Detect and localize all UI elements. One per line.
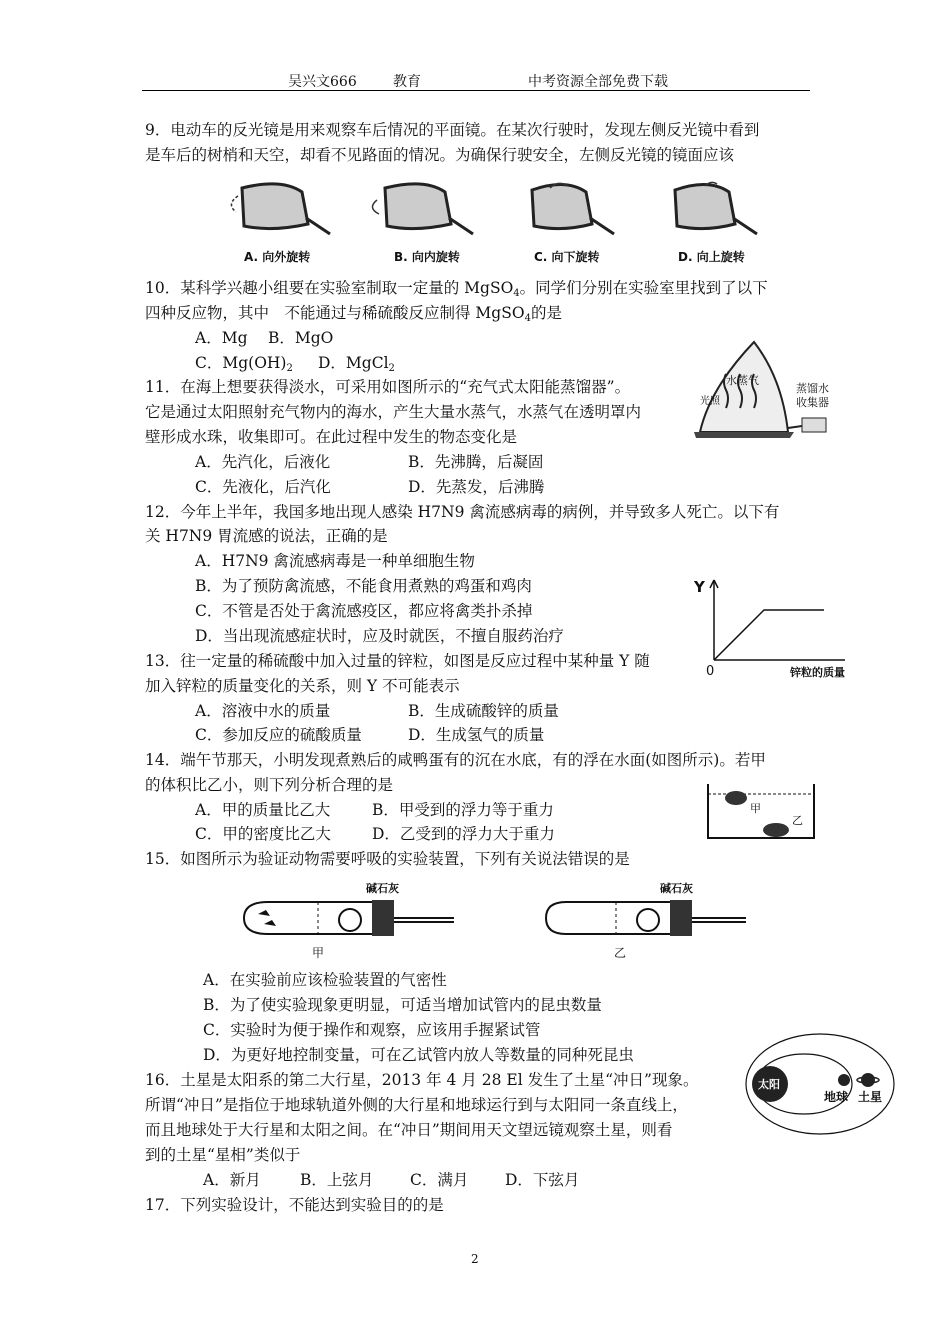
tube-figure-jia [232,890,462,946]
q13-option-d: D．生成氢气的质量 [408,726,545,744]
q13-option-a: A．溶液中水的质量 [195,702,331,720]
orbit-label-earth: 地球 [824,1090,849,1104]
header-rule [142,90,810,91]
q13-option-b: B．生成硫酸锌的质量 [408,702,559,720]
beaker-figure [706,780,818,842]
distiller-label-sun: 光照 [700,396,720,407]
q14-option-d: D．乙受到的浮力大于重力 [372,825,555,843]
q15-option-a: A．在实验前应该检验装置的气密性 [203,971,447,989]
q12-option-c: C．不管是否处于禽流感疫区，都应将禽类扑杀掉 [195,602,533,620]
q13-option-c: C．参加反应的硫酸质量 [195,726,362,744]
mirror-figure-b [365,178,475,240]
q9-option-a: A. 向外旋转 [244,250,311,264]
q11-option-a: A．先汽化，后液化 [195,453,331,471]
q10-option-d-sub: 2 [388,363,395,374]
tube-label-soda-1: 碱石灰 [366,882,399,895]
q9-line-2: 是车后的树梢和天空，却看不见路面的情况。为确保行驶安全，左侧反光镜的镜面应该 [145,146,735,164]
graph-origin: 0 [706,664,715,679]
q16-option-a: A．新月 [203,1171,261,1189]
graph-y-label: Y [694,578,705,596]
q17-line: 17．下列实验设计，不能达到实验目的的是 [145,1196,444,1214]
orbit-label-sun: 太阳 [758,1078,780,1091]
q16-line-2: 所谓“冲日”是指位于地球轨道外侧的大行星和地球运行到与太阳同一条直线上， [145,1096,688,1114]
mirror-figure-a [222,178,332,240]
q9-line-1: 9．电动车的反光镜是用来观察车后情况的平面镜。在某次行驶时，发现左侧反光镜中看到 [145,121,760,139]
beaker-label-yi: 乙 [792,814,803,827]
q14-line-2: 的体积比乙小，则下列分析合理的是 [145,776,394,794]
q16-option-d: D．下弦月 [505,1171,580,1189]
q9-option-d: D. 向上旋转 [678,250,745,264]
q10-line-2-tail: 的是 [530,304,562,322]
q11-line-3: 壁形成水珠，收集即可。在此过程中发生的物态变化是 [145,428,518,446]
graph-x-label: 锌粒的质量 [790,666,845,679]
q10-line-2 [145,303,562,329]
q10-option-c-sub: 2 [286,363,293,374]
q16-line-4: 到的土星“星相”类似于 [145,1146,301,1164]
orbit-label-saturn: 土星 [858,1090,883,1104]
q10-line-1-text: 10．某科学兴趣小组要在实验室制取一定量的 MgSO [145,279,514,297]
q11-option-d: D．先蒸发，后沸腾 [408,478,545,496]
q9-option-c: C. 向下旋转 [534,250,600,264]
q10-option-d [318,353,395,379]
q10-option-b: B．MgO [268,329,334,347]
q13-line-2: 加入锌粒的质量变化的关系，则 Y 不可能表示 [145,677,460,695]
q12-option-d: D．当出现流感症状时，应及时就医，不擅自服药治疗 [195,627,564,645]
header-right: 中考资源全部免费下载 [528,74,668,90]
page-number: 2 [471,1252,479,1266]
q12-option-b: B．为了预防禽流感，不能食用煮熟的鸡蛋和鸡肉 [195,577,532,595]
header-left: 吴兴文666 [288,74,357,90]
q11-line-1: 11．在海上想要获得淡水，可采用如图所示的“充气式太阳能蒸馏器”。 [145,378,631,396]
q15-option-d: D．为更好地控制变量，可在乙试管内放人等数量的同种死昆虫 [203,1046,634,1064]
q15-option-b: B．为了使实验现象更明显，可适当增加试管内的昆虫数量 [203,996,602,1014]
q10-option-c [195,353,293,379]
q15-line: 15．如图所示为验证动物需要呼吸的实验装置，下列有关说法错误的是 [145,850,630,868]
q16-option-b: B．上弦月 [300,1171,374,1189]
q15-option-c: C．实验时为便于操作和观察，应该用手握紧试管 [203,1021,541,1039]
q10-option-d-text: D．MgCl [318,354,389,372]
q14-line-1: 14．端午节那天，小明发现煮熟后的咸鸭蛋有的沉在水底，有的浮在水面(如图所示)。若甲 [145,751,766,769]
q10-line-2-text: 四种反应物，其中 不能通过与稀硫酸反应制得 MgSO [145,304,525,322]
q11-line-2: 它是通过太阳照射充气物内的海水，产生大量水蒸气，水蒸气在透明罩内 [145,403,642,421]
tube-label-soda-2: 碱石灰 [660,882,693,895]
distiller-label-collector-2: 收集器 [796,396,829,409]
q13-graph [700,570,850,670]
tube-label-jia: 甲 [312,946,325,960]
beaker-label-jia: 甲 [750,802,761,815]
tube-figure-yi [540,890,750,946]
distiller-label-vapor: 水蒸气 [726,374,759,387]
q14-option-a: A．甲的质量比乙大 [195,801,331,819]
q10-line-1-sub: 4 [513,288,520,299]
q10-option-c-text: C．Mg(OH) [195,354,287,372]
distiller-label-collector-1: 蒸馏水 [796,382,829,395]
q11-option-b: B．先沸腾，后凝固 [408,453,544,471]
mirror-figure-d [665,178,765,240]
q9-option-b: B. 向内旋转 [394,250,460,264]
q13-line-1: 13．往一定量的稀硫酸中加入过量的锌粒，如图是反应过程中某种量 Y 随 [145,652,650,670]
q14-option-b: B．甲受到的浮力等于重力 [372,801,554,819]
q16-line-1: 16．土星是太阳系的第二大行星，2013 年 4 月 28 El 发生了土星“冲日”现象。 [145,1071,699,1089]
q16-line-3: 而且地球处于大行星和太阳之间。在“冲日”期间用天文望远镜观察土星，则看 [145,1121,673,1139]
q12-line-2: 关 H7N9 胃流感的说法，正确的是 [145,527,388,545]
q10-option-a: A．Mg [195,329,248,347]
q10-line-1-tail: 。同学们分别在实验室里找到了以下 [519,279,768,297]
q12-line-1: 12．今年上半年，我国多地出现人感染 H7N9 禽流感病毒的病例，并导致多人死亡。以下有 [145,503,780,521]
q10-line-1 [145,278,768,304]
q11-option-c: C．先液化，后汽化 [195,478,331,496]
q14-option-c: C．甲的密度比乙大 [195,825,331,843]
tube-label-yi: 乙 [614,946,627,960]
header-mid: 教育 [393,74,421,90]
q10-line-2-sub: 4 [524,313,531,324]
mirror-figure-c [522,178,622,240]
q12-option-a: A．H7N9 禽流感病毒是一种单细胞生物 [195,552,475,570]
q16-option-c: C．满月 [410,1171,469,1189]
